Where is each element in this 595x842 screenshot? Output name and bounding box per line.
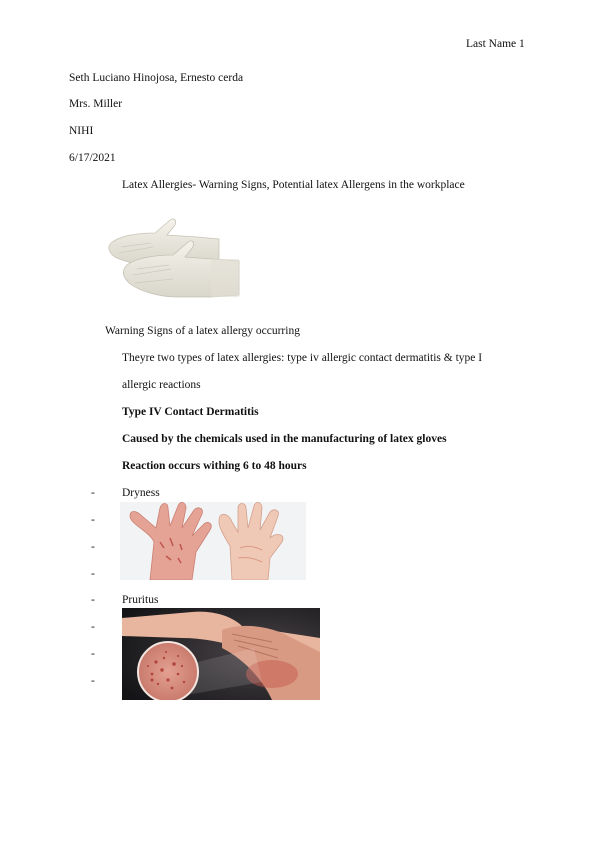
- section-heading: Warning Signs of a latex allergy occurring: [105, 325, 300, 337]
- teacher-name: Mrs. Miller: [69, 98, 123, 110]
- bold-line-type-iv: Type IV Contact Dermatitis: [122, 406, 259, 418]
- bold-line-caused-by: Caused by the chemicals used in the manufacturing of latex gloves: [122, 433, 447, 445]
- paper-title: Latex Allergies- Warning Signs, Potential latex Allergens in the workplace: [122, 179, 465, 191]
- list-dash: -: [91, 594, 95, 606]
- course-name: NIHI: [69, 125, 94, 137]
- intro-line-1: Theyre two types of latex allergies: type iv allergic contact dermatitis & type I: [122, 352, 483, 364]
- date: 6/17/2021: [69, 152, 116, 164]
- pruritus-image: [122, 608, 320, 700]
- list-dash: -: [91, 648, 95, 660]
- dry-hands-image: [120, 502, 306, 580]
- list-dash: -: [91, 541, 95, 553]
- list-dash: -: [91, 621, 95, 633]
- authors: Seth Luciano Hinojosa, Ernesto cerda: [69, 72, 244, 84]
- intro-line-2: allergic reactions: [122, 379, 201, 391]
- list-dash: -: [91, 675, 95, 687]
- list-item-dryness: Dryness: [122, 487, 160, 499]
- bold-line-reaction: Reaction occurs withing 6 to 48 hours: [122, 460, 307, 472]
- list-item-pruritus: Pruritus: [122, 594, 159, 606]
- list-dash: -: [91, 514, 95, 526]
- running-head: Last Name 1: [466, 38, 525, 50]
- list-dash: -: [91, 487, 95, 499]
- latex-gloves-image: [107, 213, 242, 301]
- list-dash: -: [91, 568, 95, 580]
